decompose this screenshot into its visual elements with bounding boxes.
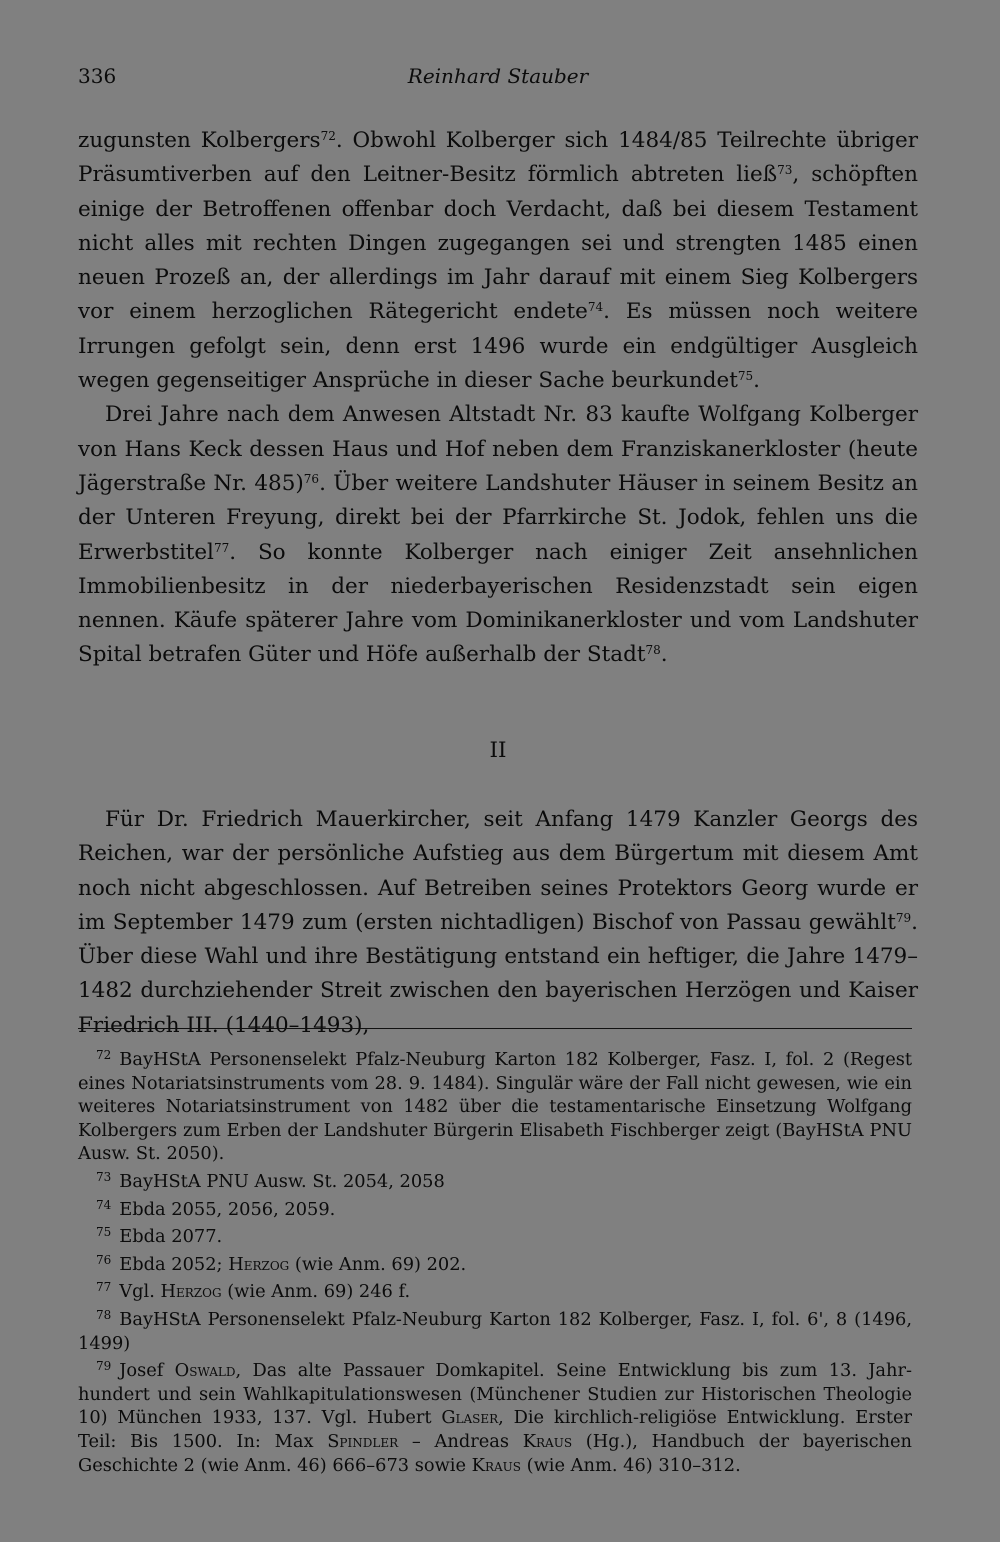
- footnote-text: BayHStA PNU Ausw. St. 2054, 2058: [119, 1170, 445, 1192]
- author-name: Oswald: [174, 1360, 236, 1382]
- text-run: . So konnte Kolberger nach einiger Zeit ansehnlichen Immobilienbesitz in der niederbayerischen Residenzstadt sein eigen nennen. Käufe späterer Jahre vom Dominikanerkloster und vom Landshuter Spital betrafen Güter und Höfe außerhalb der Stadt: [78, 539, 918, 668]
- footnote-text: Ebda 2052;: [119, 1253, 229, 1275]
- footnote-number: 76: [96, 1252, 112, 1267]
- footnote-73: [78, 1166, 912, 1194]
- footnote-text: BayHStA Personenselekt Pfalz-Neuburg Karton 182 Kolberger, Fasz. I, fol. 2 (Regest eines Notariatsinstruments vom 28. 9. 1484). Singulär wäre der Fall nicht gewesen, wie ein weiteres Notariatsinstrument von 1482 über die testamentarische Einsetzung Wolfgang Kolbergers zum Erben der Landshuter Bürgerin Elisabeth Fischberger zeigt (BayHStA PNU Ausw. St. 2050).: [78, 1049, 912, 1165]
- text-run: .: [753, 368, 760, 394]
- text-run: zugunsten Kolbergers: [78, 128, 321, 153]
- footnote-ref-72: 72: [320, 129, 336, 143]
- footnote-text: (wie Anm. 69) 202.: [289, 1253, 467, 1275]
- footnote-text: Vgl.: [119, 1281, 161, 1303]
- footnote-number: 74: [96, 1197, 112, 1212]
- footnote-79: [78, 1355, 912, 1477]
- footnote-text: (wie Anm. 69) 246 f.: [221, 1281, 411, 1303]
- footnote-ref-75: 75: [737, 369, 754, 384]
- body-text-section-2: [78, 803, 918, 1043]
- author-name: Herzog: [228, 1253, 290, 1275]
- author-name: Herzog: [160, 1281, 222, 1303]
- footnote-number: 79: [96, 1359, 112, 1374]
- footnote-text: , Das alte Passauer Domkapitel. Seine Entwicklung bis zum 13. Jahrhundert und sein Wahlkapitulationswesen (Münchener Studien zur Historischen Theologie 10) München 1933, 137. Vgl. Hubert: [78, 1360, 913, 1429]
- author-name: Kraus: [522, 1430, 573, 1452]
- page-number: 336: [78, 64, 117, 88]
- author-name: Glaser: [441, 1407, 499, 1429]
- footnote-76: [78, 1249, 912, 1277]
- footnote-text: – Andreas: [398, 1430, 523, 1452]
- footnote-78: [78, 1304, 912, 1355]
- text-run: Für Dr. Friedrich Mauerkircher, seit Anfang 1479 Kanzler Georgs des Reichen, war der persönliche Aufstieg aus dem Bürgertum mit diesem Amt noch nicht abgeschlossen. Auf Betreiben seines Protektors Georg wurde er im September 1479 zum (ersten nichtadligen) Bischof von Passau gewählt: [78, 807, 918, 935]
- footnote-number: 75: [96, 1225, 112, 1240]
- footnote-ref-76: 76: [303, 471, 320, 486]
- text-run: Drei Jahre nach dem Anwesen Altstadt Nr. 83 kaufte Wolfgang Kolberger von Hans Keck dessen Haus und Hof neben dem Franziskanerkloster (heute Jägerstraße Nr. 485): [78, 402, 918, 496]
- footnote-text: Ebda 2077.: [119, 1226, 223, 1248]
- footnote-text: (wie Anm. 46) 310–312.: [521, 1454, 741, 1476]
- author-name: Spindler: [327, 1430, 399, 1452]
- footnote-74: [78, 1194, 912, 1222]
- footnote-number: 73: [96, 1169, 112, 1184]
- section-heading: II: [489, 738, 507, 763]
- footnote-ref-73: 73: [777, 163, 793, 178]
- paragraph-1: [78, 124, 918, 398]
- footnotes: [78, 1044, 912, 1477]
- footnote-ref-78: 78: [645, 643, 661, 658]
- footnote-text: Ebda 2055, 2056, 2059.: [119, 1198, 336, 1220]
- footnote-text: BayHStA Personenselekt Pfalz-Neuburg Karton 182 Kolberger, Fasz. I, fol. 6', 8 (1496, 1499): [78, 1308, 912, 1354]
- footnote-text: , Die kirchlich-religiöse Entwicklung. Erster Teil: Bis 1500. In: Max: [78, 1407, 913, 1452]
- running-head: Reinhard Stauber: [407, 64, 589, 88]
- footnote-77: [78, 1276, 912, 1304]
- footnote-75: [78, 1221, 912, 1249]
- text-run: . Über weitere Landshuter Häuser in seinem Besitz an der Unteren Freyung, direkt bei der Pfarrkirche St. Jodok, fehlen uns die Erwerbstitel: [78, 470, 918, 565]
- author-name: Kraus: [471, 1454, 521, 1476]
- text-run: .: [660, 642, 668, 668]
- footnote-72: [78, 1044, 912, 1166]
- text-run: . Über diese Wahl und ihre Bestätigung entstand ein heftiger, die Jahre 1479–1482 durchziehender Streit zwischen den bayerischen Herzögen und Kaiser Friedrich III. (1440–1493),: [78, 909, 918, 1038]
- footnote-number: 72: [96, 1048, 112, 1062]
- body-text: [78, 124, 918, 673]
- footnote-text: Josef: [119, 1360, 175, 1382]
- text-run: . Es müssen noch weitere Irrungen gefolgt sein, denn erst 1496 wurde ein endgültiger Ausgleich wegen gegenseitiger Ansprüche in dieser Sache beurkundet: [78, 299, 918, 394]
- footnote-ref-74: 74: [587, 300, 604, 315]
- footnote-divider: [78, 1028, 912, 1029]
- footnote-number: 78: [96, 1307, 112, 1322]
- footnote-ref-77: 77: [213, 540, 230, 555]
- text-run: . Obwohl Kolberger sich 1484/85 Teilrechte übriger Präsumtiverben auf den Leitner-Besitz förmlich abtreten ließ: [78, 128, 918, 188]
- page-header: [78, 60, 918, 94]
- footnote-ref-79: 79: [895, 910, 912, 925]
- paragraph-3: [78, 803, 918, 1043]
- footnote-number: 77: [96, 1280, 112, 1295]
- footnote-text: (Hg.), Handbuch der bayerischen Geschichte 2 (wie Anm. 46) 666–673 sowie: [78, 1430, 912, 1476]
- paragraph-2: [78, 398, 918, 672]
- text-run: , schöpften einige der Betroffenen offenbar doch Verdacht, daß bei diesem Testament nicht alles mit rechten Dingen zugegangen sei und strengten 1485 einen neuen Prozeß an, der allerdings im Jahr darauf mit einem Sieg Kolbergers vor einem herzoglichen Rätegericht endete: [78, 162, 919, 325]
